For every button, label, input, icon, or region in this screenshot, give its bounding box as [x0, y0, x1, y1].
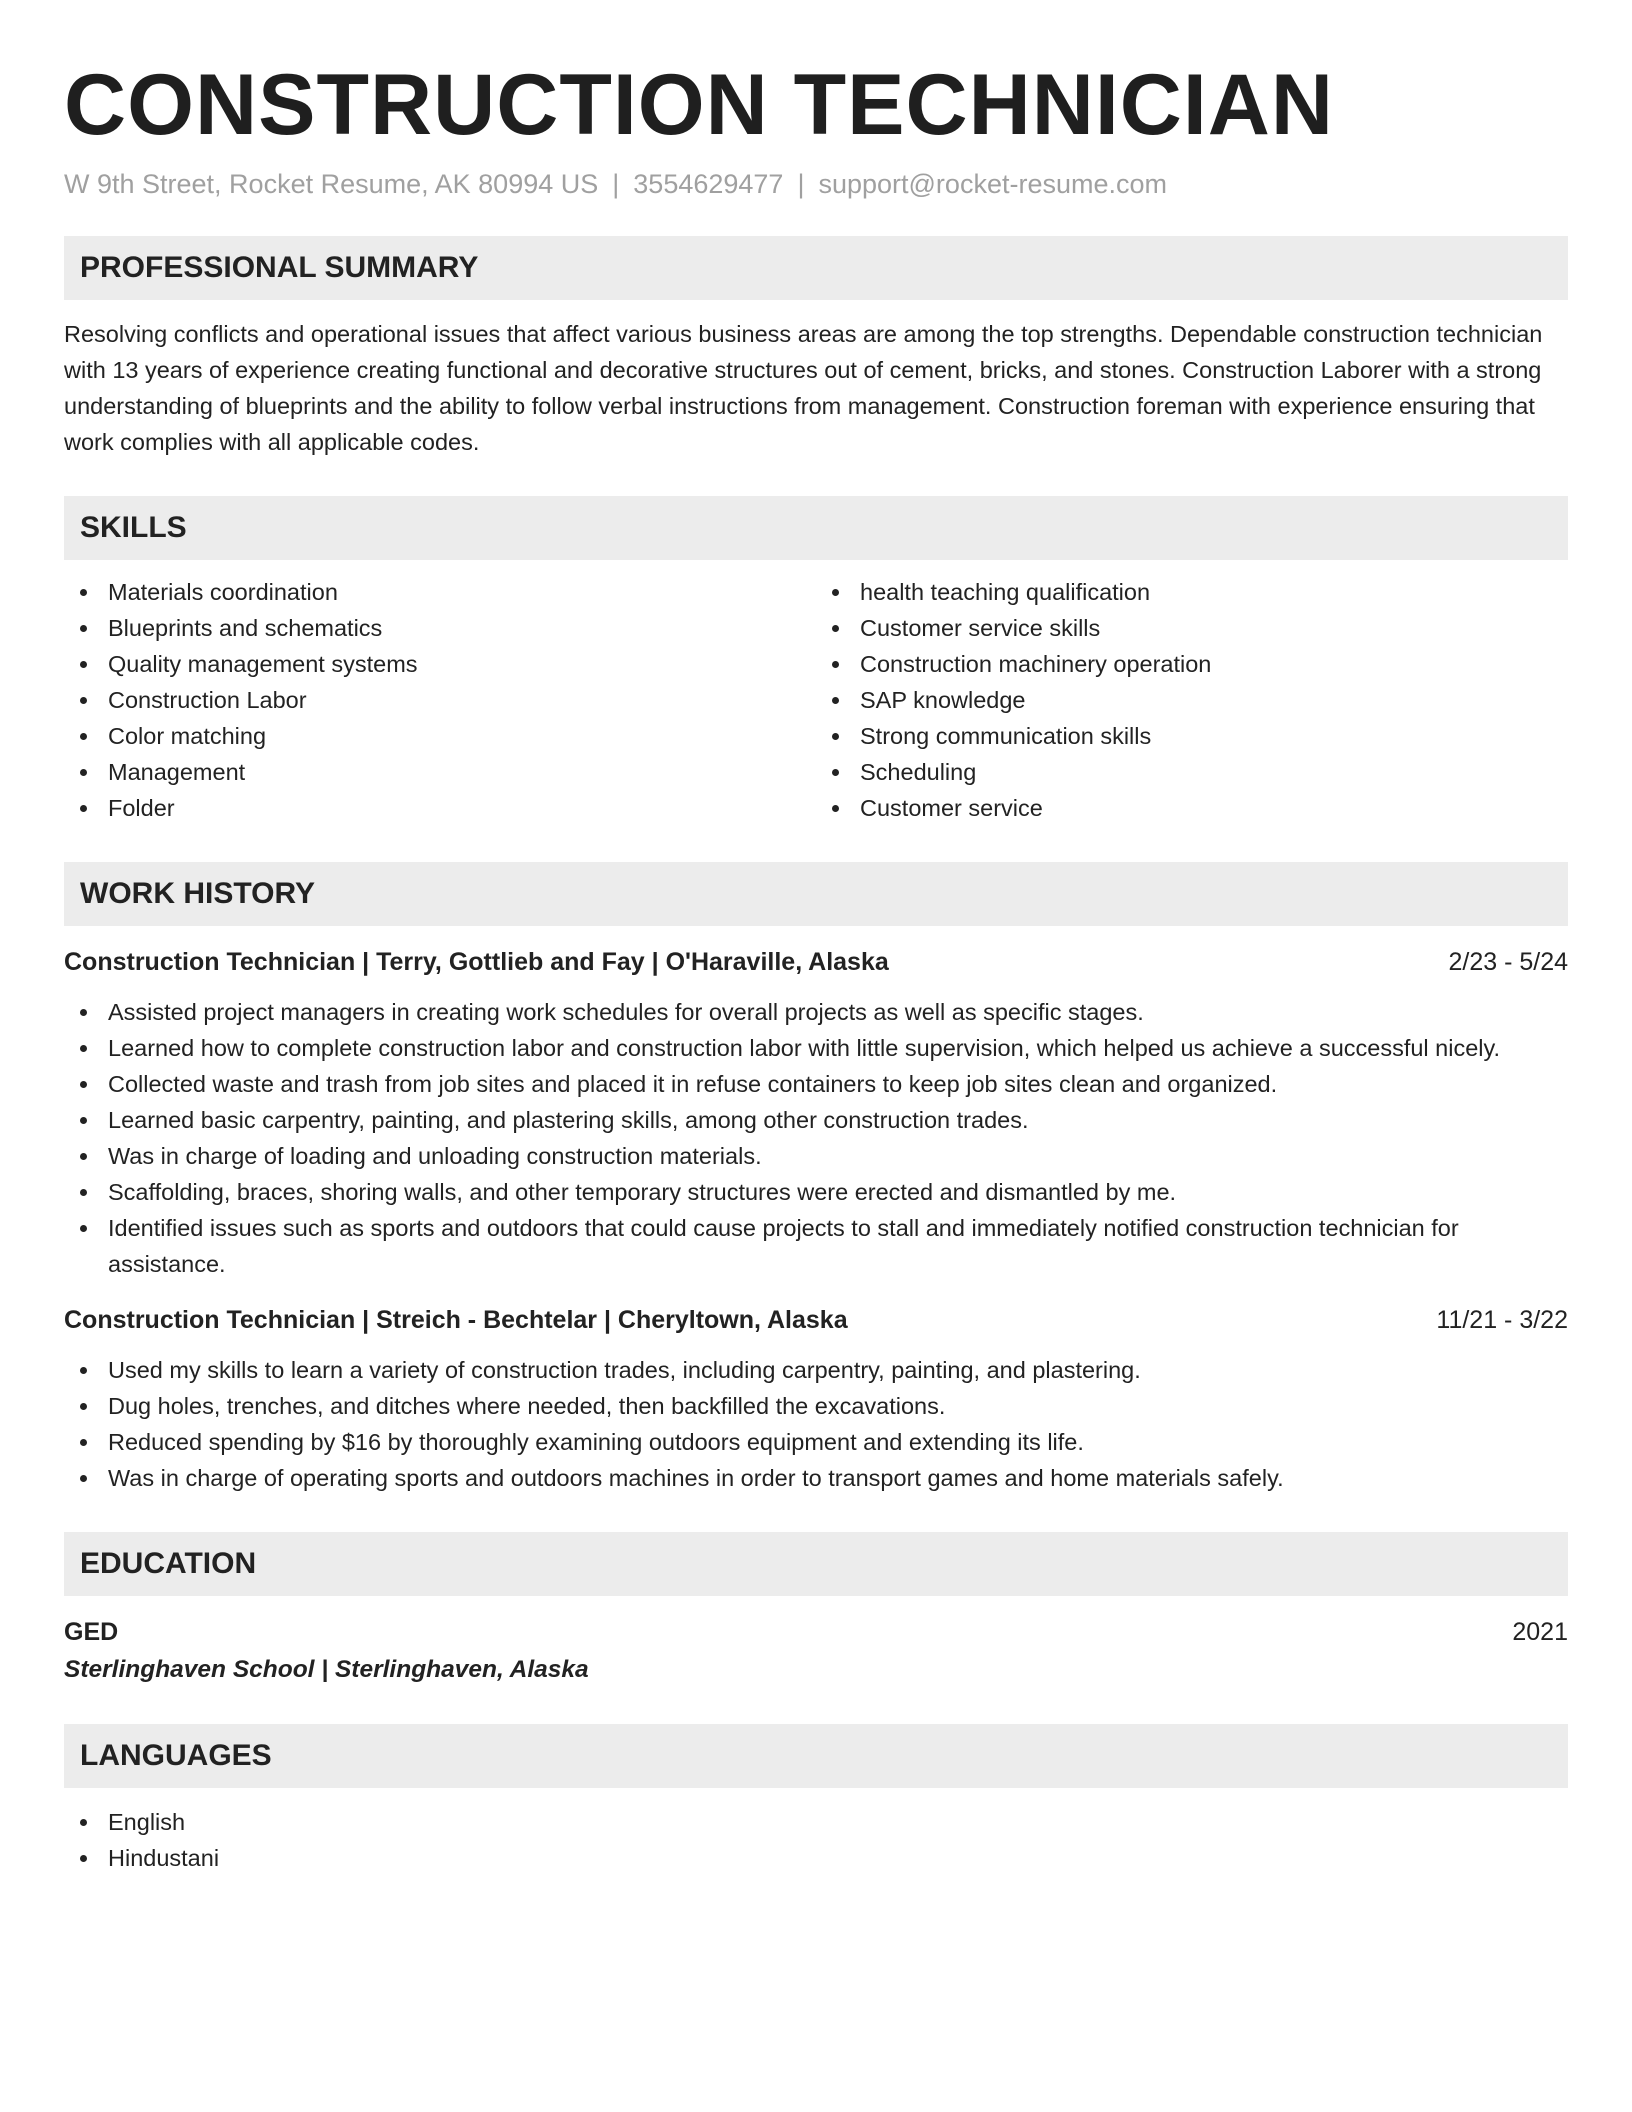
- language-item: English: [64, 1804, 1568, 1840]
- skill-item: Management: [64, 754, 816, 790]
- skill-item: Customer service skills: [816, 610, 1568, 646]
- job-bullet: Scaffolding, braces, shoring walls, and other temporary structures were erected and dismantled by me.: [64, 1174, 1568, 1210]
- education-section: [64, 1532, 1568, 1688]
- job-dates: 2/23 - 5/24: [1448, 947, 1568, 976]
- education-year: 2021: [1512, 1617, 1568, 1646]
- job-header: [64, 944, 1568, 980]
- skills-list-left: [64, 574, 816, 826]
- skill-item: Construction machinery operation: [816, 646, 1568, 682]
- skills-columns: [64, 574, 1568, 826]
- skill-item: Customer service: [816, 790, 1568, 826]
- skill-item: Folder: [64, 790, 816, 826]
- job-header: [64, 1302, 1568, 1338]
- section-heading-skills: SKILLS: [64, 496, 1568, 560]
- job-bullet: Used my skills to learn a variety of construction trades, including carpentry, painting, and plastering.: [64, 1352, 1568, 1388]
- section-heading-work-history: WORK HISTORY: [64, 862, 1568, 926]
- job-bullets: [64, 1352, 1568, 1496]
- language-item: Hindustani: [64, 1840, 1568, 1876]
- languages-section: [64, 1724, 1568, 1876]
- skill-item: Materials coordination: [64, 574, 816, 610]
- education-header: [64, 1614, 1568, 1650]
- email: support@rocket-resume.com: [818, 168, 1167, 199]
- job-title: Construction Technician | Streich - Bechtelar | Cheryltown, Alaska: [64, 1305, 848, 1334]
- languages-list: [64, 1804, 1568, 1876]
- job-bullet: Identified issues such as sports and outdoors that could cause projects to stall and immediately notified construction technician for assistance.: [64, 1210, 1568, 1282]
- job-title: Construction Technician | Terry, Gottlieb and Fay | O'Haraville, Alaska: [64, 947, 889, 976]
- skill-item: Color matching: [64, 718, 816, 754]
- contact-separator: |: [797, 168, 805, 199]
- skill-item: SAP knowledge: [816, 682, 1568, 718]
- skills-list-right: [816, 574, 1568, 826]
- job-bullet: Collected waste and trash from job sites and placed it in refuse containers to keep job sites clean and organized.: [64, 1066, 1568, 1102]
- skill-item: health teaching qualification: [816, 574, 1568, 610]
- contact-separator: |: [612, 168, 620, 199]
- skill-item: Quality management systems: [64, 646, 816, 682]
- job-bullets: [64, 994, 1568, 1282]
- section-heading-languages: LANGUAGES: [64, 1724, 1568, 1788]
- skill-item: Blueprints and schematics: [64, 610, 816, 646]
- school-name: Sterlinghaven School | Sterlinghaven, Alaska: [64, 1655, 589, 1683]
- contact-line: [64, 169, 1568, 200]
- job-dates: 11/21 - 3/22: [1436, 1305, 1568, 1334]
- summary-section: [64, 236, 1568, 460]
- job-entry: [64, 944, 1568, 1282]
- skill-item: Strong communication skills: [816, 718, 1568, 754]
- skill-item: Construction Labor: [64, 682, 816, 718]
- work-history-section: [64, 862, 1568, 1496]
- section-heading-summary: PROFESSIONAL SUMMARY: [64, 236, 1568, 300]
- section-heading-education: EDUCATION: [64, 1532, 1568, 1596]
- job-bullet: Learned basic carpentry, painting, and plastering skills, among other construction trades.: [64, 1102, 1568, 1138]
- job-bullet: Learned how to complete construction labor and construction labor with little supervision, which helped us achieve a successful nicely.: [64, 1030, 1568, 1066]
- job-bullet: Was in charge of operating sports and outdoors machines in order to transport games and home materials safely.: [64, 1460, 1568, 1496]
- job-entry: [64, 1302, 1568, 1496]
- job-bullet: Reduced spending by $16 by thoroughly examining outdoors equipment and extending its life.: [64, 1424, 1568, 1460]
- job-bullet: Dug holes, trenches, and ditches where needed, then backfilled the excavations.: [64, 1388, 1568, 1424]
- skill-item: Scheduling: [816, 754, 1568, 790]
- degree: GED: [64, 1617, 119, 1646]
- skills-section: [64, 496, 1568, 826]
- candidate-name: CONSTRUCTION TECHNICIAN: [64, 57, 1334, 153]
- address: W 9th Street, Rocket Resume, AK 80994 US: [64, 168, 599, 199]
- job-bullet: Assisted project managers in creating work schedules for overall projects as well as specific stages.: [64, 994, 1568, 1030]
- phone: 3554629477: [633, 168, 784, 199]
- summary-text: Resolving conflicts and operational issues that affect various business areas are among the top strengths. Dependable construction technician with 13 years of experience creating functional and decorative structures out of cement, bricks, and stones. Construction Laborer with a strong understanding of blueprints and the ability to follow verbal instructions from management. Construction foreman with experience ensuring that work complies with all applicable codes.: [64, 320, 1543, 455]
- job-bullet: Was in charge of loading and unloading construction materials.: [64, 1138, 1568, 1174]
